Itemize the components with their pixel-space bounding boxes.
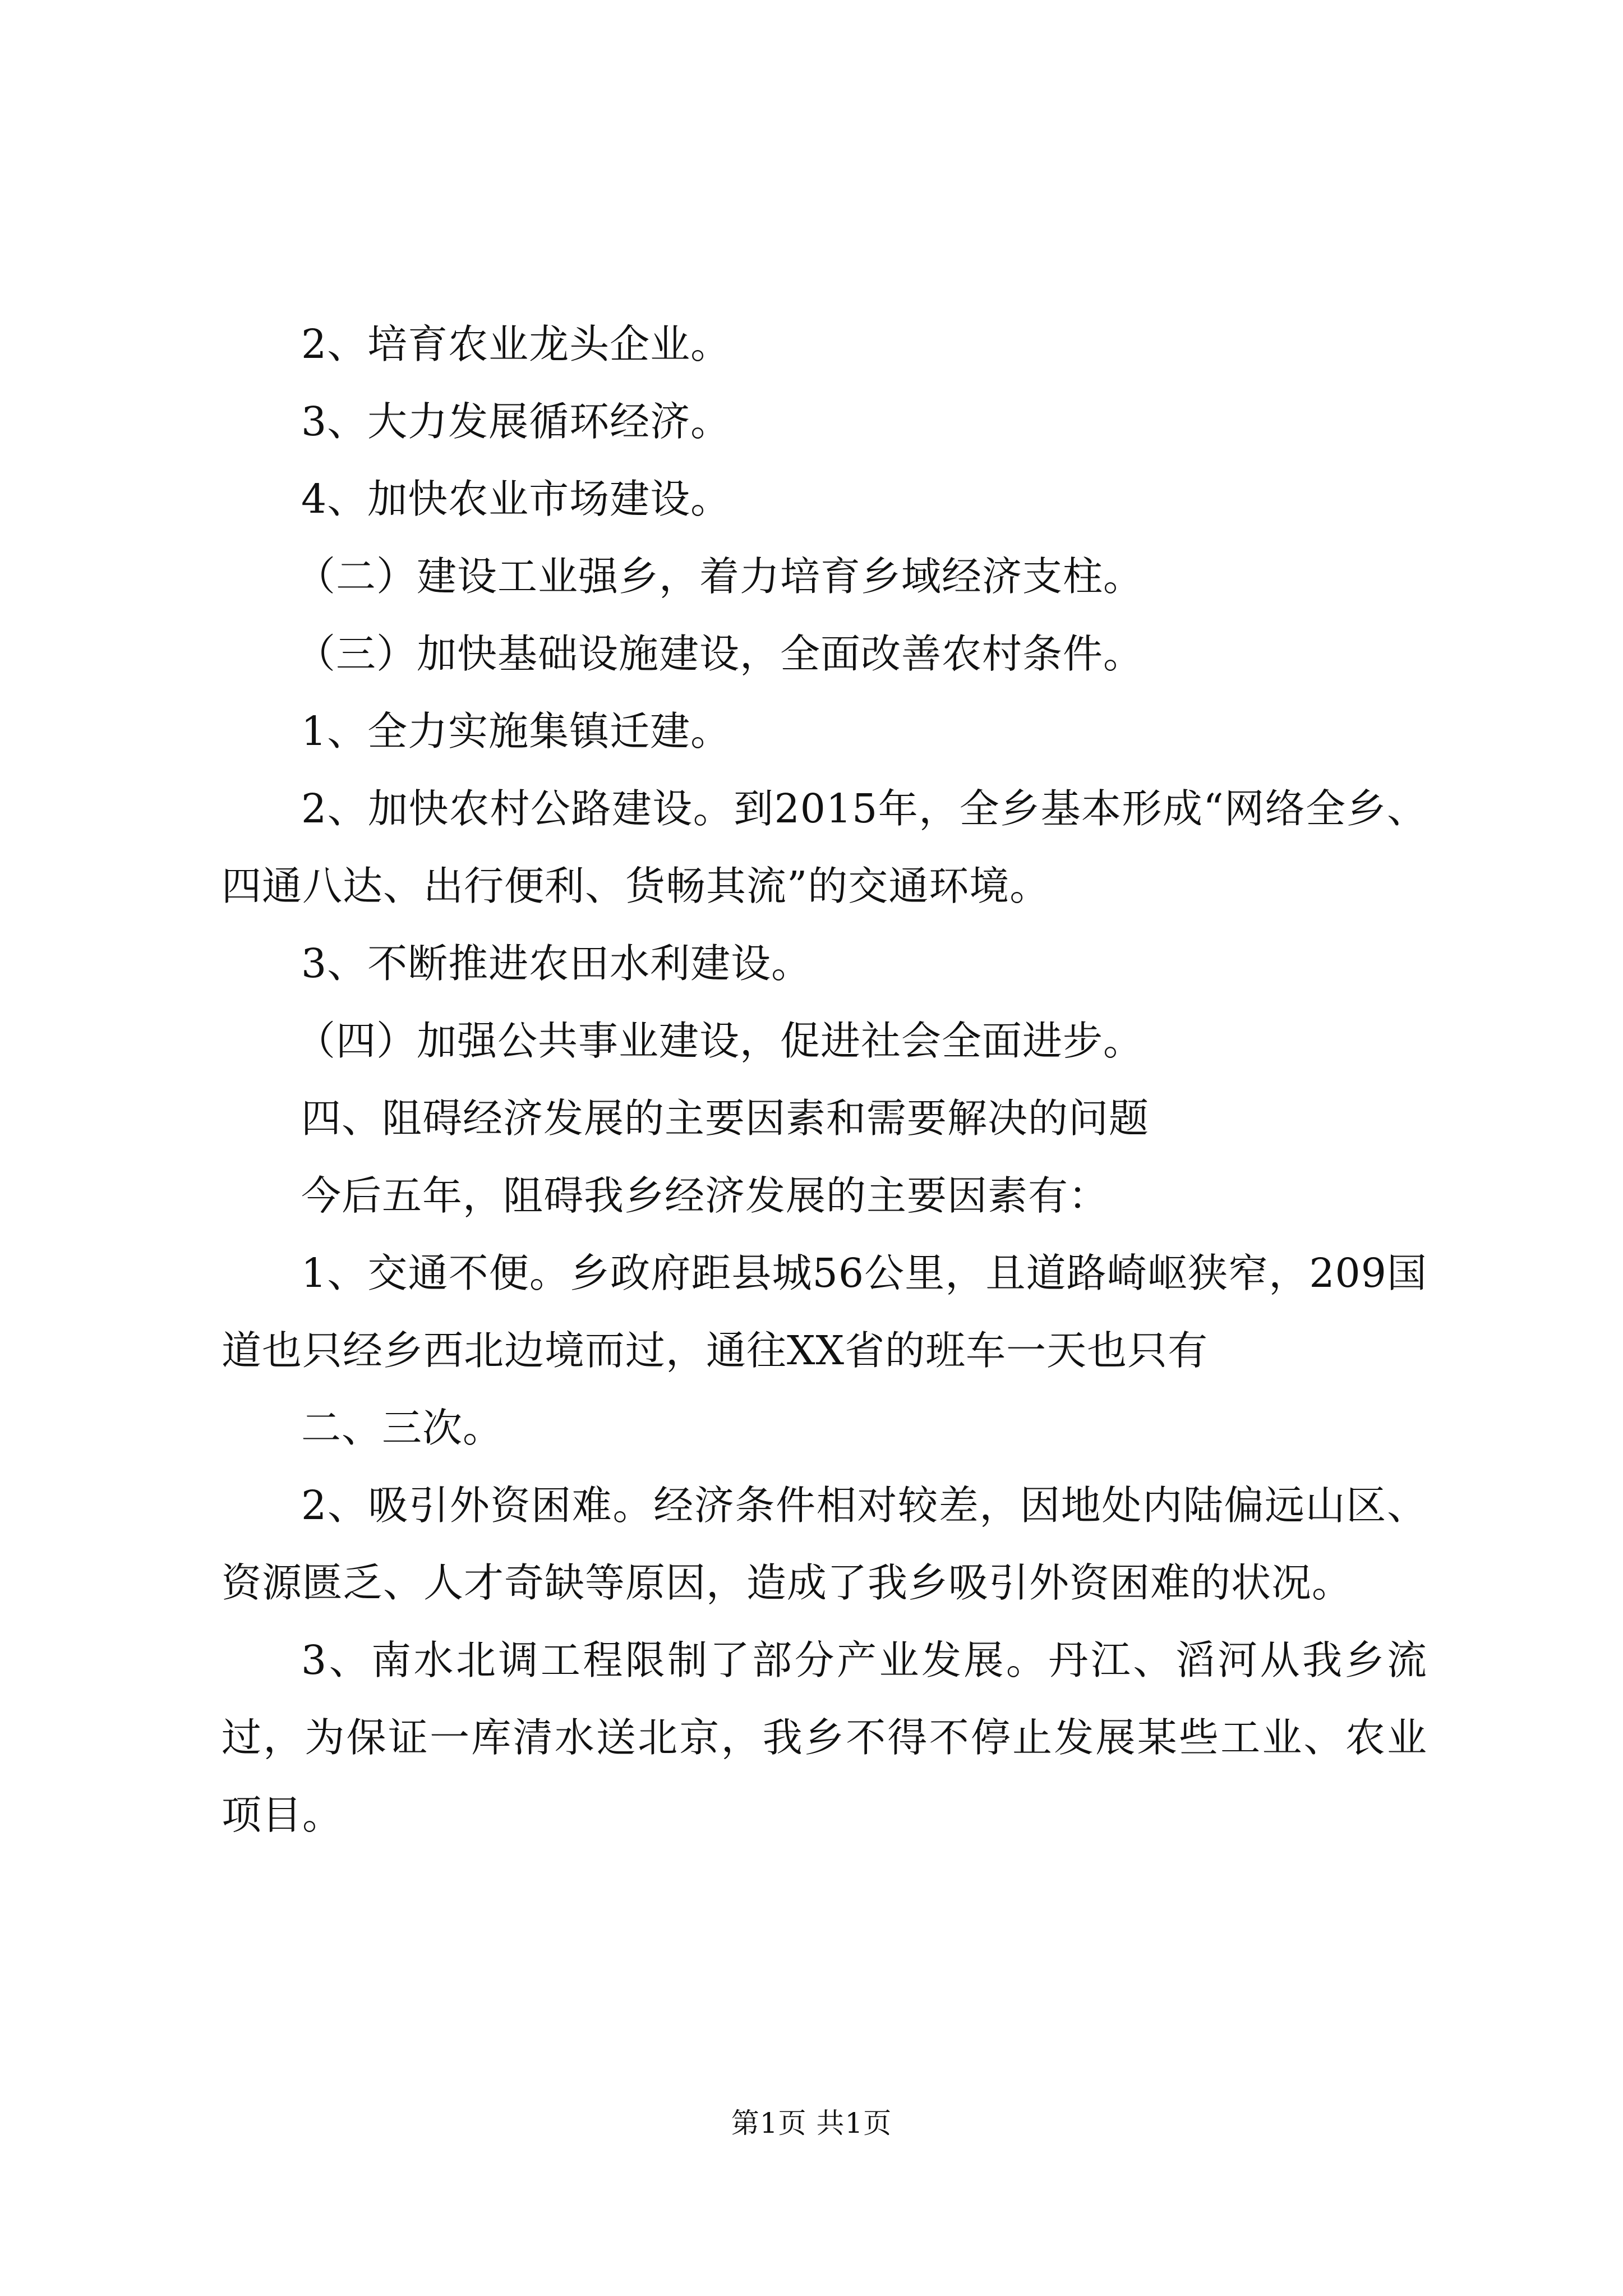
- section-heading: （二）建设工业强乡，着力培育乡域经济支柱。: [296, 553, 1144, 600]
- paragraph: 2、吸引外资困难。经济条件相对较差，因地处内陆偏远山区、资源匮乏、人才奇缺等原因，造成了我乡吸引外资困难的状况。: [222, 1482, 1427, 1606]
- document-body: [222, 306, 1427, 1854]
- paragraph: 4、加快农业市场建设。: [301, 476, 731, 522]
- page-footer: 第1页 共1页: [731, 2107, 892, 2139]
- paragraph: 1、交通不便。乡政府距县城56公里，且道路崎岖狭窄，209国道也只经乡西北边境而过，通往XX省的班车一天也只有: [222, 1250, 1427, 1374]
- paragraph: 今后五年，阻碍我乡经济发展的主要因素有：: [301, 1172, 1109, 1219]
- paragraph: 1、全力实施集镇迁建。: [301, 708, 731, 754]
- paragraph: 3、南水北调工程限制了部分产业发展。丹江、滔河从我乡流过，为保证一库清水送北京，我乡不得不停止发展某些工业、农业项目。: [222, 1637, 1427, 1838]
- section-heading: （三）加快基础设施建设，全面改善农村条件。: [296, 631, 1144, 677]
- paragraph: 3、不断推进农田水利建设。: [301, 940, 812, 987]
- chapter-heading: 四、阻碍经济发展的主要因素和需要解决的问题: [301, 1095, 1150, 1142]
- section-heading: （四）加强公共事业建设，促进社会全面进步。: [296, 1018, 1144, 1064]
- paragraph: 3、大力发展循环经济。: [301, 398, 731, 445]
- paragraph: 2、培育农业龙头企业。: [301, 321, 731, 367]
- paragraph: 2、加快农村公路建设。到2015年，全乡基本形成“网络全乡、四通八达、出行便利、货畅其流”的交通环境。: [222, 785, 1427, 909]
- paragraph: 二、三次。: [301, 1405, 504, 1451]
